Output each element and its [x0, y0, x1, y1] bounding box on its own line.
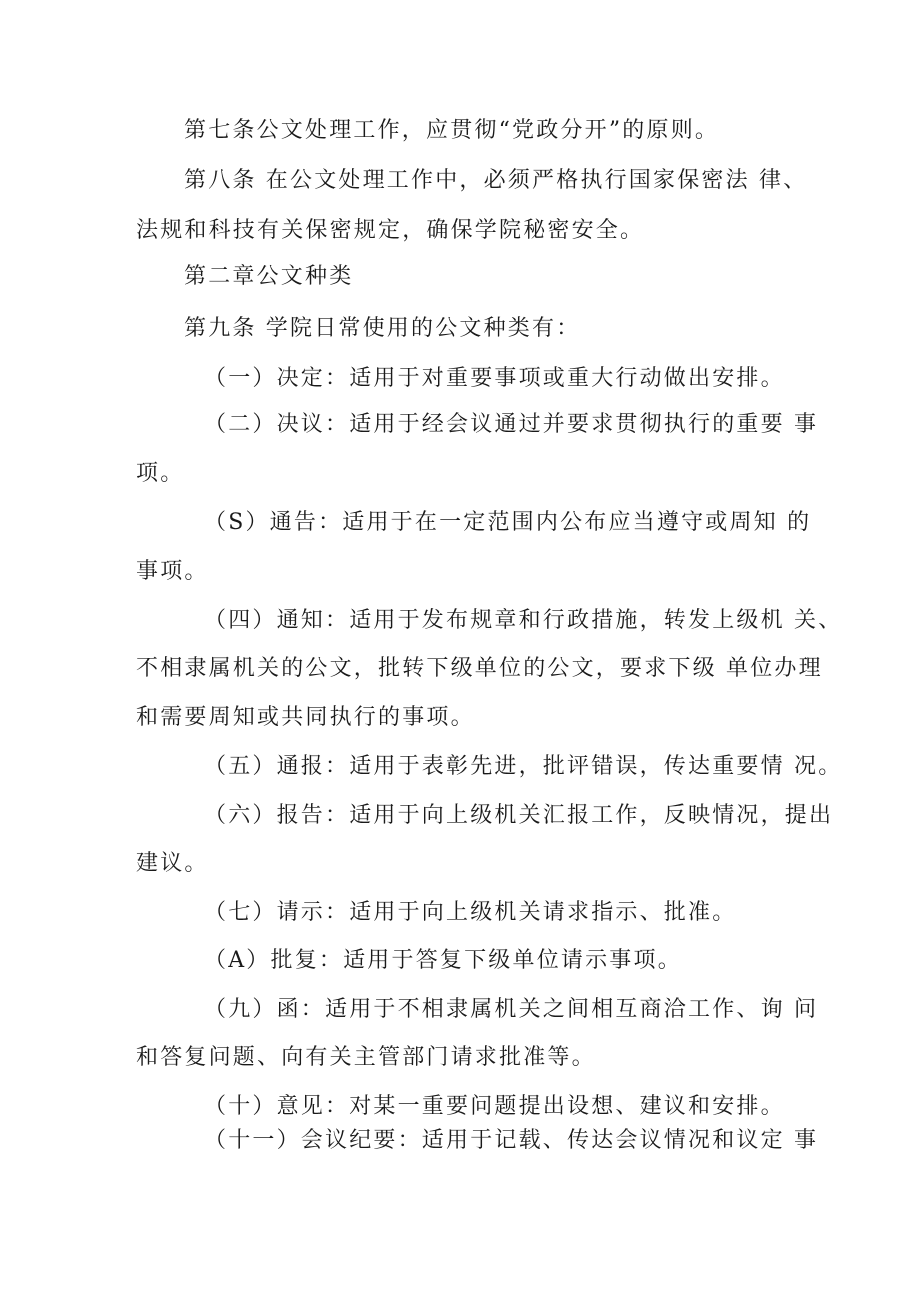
- list-item-9-line-2: 和答复问题、向有关主管部门请求批准等。: [136, 1045, 596, 1070]
- list-item-1: （一）决定：适用于对重要事项或重大行动做出安排。: [204, 366, 785, 391]
- paragraph-article-7: 第七条公文处理工作，应贯彻“党政分开”的原则。: [184, 118, 720, 143]
- list-item-10: （十）意见：对某一重要问题提出设想、建议和安排。: [204, 1094, 785, 1119]
- list-item-5: （五）通报：适用于表彰先进，批评错误，传达重要情 况。: [204, 754, 843, 779]
- paragraph-article-8-line-2: 法规和科技有关保密规定，确保学院秘密安全。: [136, 218, 645, 243]
- paragraph-article-8-line-1: 第八条 在公文处理工作中，必须严格执行国家保密法 律、: [184, 168, 808, 193]
- list-item-6-line-2: 建议。: [136, 851, 209, 876]
- list-item-8: （A）批复：适用于答复下级单位请示事项。: [204, 948, 682, 973]
- list-item-3-line-1: （S）通告：适用于在一定范围内公布应当遵守或周知 的: [204, 510, 812, 535]
- list-item-2-line-1: （二）决议：适用于经会议通过并要求贯彻执行的重要 事: [204, 412, 819, 437]
- paragraph-article-9: 第九条 学院日常使用的公文种类有：: [184, 316, 581, 341]
- list-item-2-line-2: 项。: [136, 461, 185, 486]
- list-item-3-line-2: 事项。: [136, 559, 209, 584]
- list-item-4-line-3: 和需要周知或共同执行的事项。: [136, 705, 475, 730]
- list-item-7: （七）请示：适用于向上级机关请求指示、批准。: [204, 900, 737, 925]
- list-item-4-line-2: 不相隶属机关的公文，批转下级单位的公文，要求下级 单位办理: [136, 656, 823, 681]
- list-item-4-line-1: （四）通知：适用于发布规章和行政措施，转发上级机 关、: [204, 608, 843, 633]
- list-item-9-line-1: （九）函：适用于不相隶属机关之间相互商洽工作、询 问: [204, 997, 819, 1022]
- chapter-heading: 第二章公文种类: [184, 264, 354, 289]
- list-item-11: （十一）会议纪要：适用于记载、传达会议情况和议定 事: [204, 1128, 819, 1153]
- list-item-6-line-1: （六）报告：适用于向上级机关汇报工作，反映情况，提出: [204, 803, 834, 828]
